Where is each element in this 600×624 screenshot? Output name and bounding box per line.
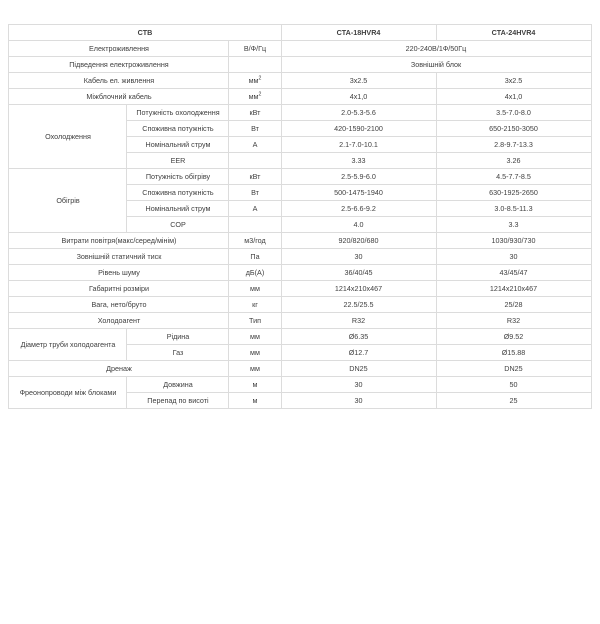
row-value-1: Ø6.35 — [281, 329, 436, 345]
row-value-1: 30 — [281, 377, 436, 393]
row-label: Міжблочний кабель — [9, 89, 229, 105]
row-label: Довжина — [127, 377, 229, 393]
row-value-2: 1030/930/730 — [436, 233, 591, 249]
row-unit — [229, 57, 281, 73]
row-label: Витрати повітря(макс/серед/мінім) — [9, 233, 229, 249]
row-unit: А — [229, 137, 281, 153]
row-value-1: DN25 — [281, 361, 436, 377]
row-value-1: 4x1,0 — [281, 89, 436, 105]
row-value-1: 22.5/25.5 — [281, 297, 436, 313]
row-value-2: 630-1925-2650 — [436, 185, 591, 201]
row-label: Рідина — [127, 329, 229, 345]
table-row — [9, 297, 591, 313]
row-unit: мм — [229, 329, 281, 345]
table-row — [9, 41, 591, 57]
row-unit: м3/год — [229, 233, 281, 249]
row-value-1: 30 — [281, 393, 436, 409]
row-value-1: R32 — [281, 313, 436, 329]
row-value-1: 420-1590-2100 — [281, 121, 436, 137]
row-value-span: Зовнішній блок — [281, 57, 591, 73]
row-label: Підведення електроживлення — [9, 57, 229, 73]
row-label: Габаритні розміри — [9, 281, 229, 297]
table-row — [9, 169, 591, 185]
table-header-row — [9, 25, 591, 41]
row-value-2: 3.3 — [436, 217, 591, 233]
row-unit: Тип — [229, 313, 281, 329]
row-label: Номінальний струм — [127, 137, 229, 153]
row-value-2: 3.0-8.5-11.3 — [436, 201, 591, 217]
row-value-2: 4.5-7.7-8.5 — [436, 169, 591, 185]
row-value-1: Ø12.7 — [281, 345, 436, 361]
row-unit: мм — [229, 345, 281, 361]
row-unit: мм — [229, 281, 281, 297]
row-label: COP — [127, 217, 229, 233]
row-value-1: 3x2.5 — [281, 73, 436, 89]
row-label: Дренаж — [9, 361, 229, 377]
row-label: Кабель ел. живлення — [9, 73, 229, 89]
row-value-2: 50 — [436, 377, 591, 393]
row-group-refrigerant-pipe: Діаметр труби холодоагента — [9, 329, 127, 361]
row-unit: м — [229, 377, 281, 393]
row-label: Номінальний струм — [127, 201, 229, 217]
table-row — [9, 281, 591, 297]
row-value-2: 2.8-9.7-13.3 — [436, 137, 591, 153]
row-unit: кВт — [229, 169, 281, 185]
table-row — [9, 105, 591, 121]
row-value-2: 3.5-7.0-8.0 — [436, 105, 591, 121]
row-unit: Па — [229, 249, 281, 265]
row-label: Газ — [127, 345, 229, 361]
table-row — [9, 377, 591, 393]
model-2-header: CTA-24HVR4 — [436, 25, 591, 41]
table-row — [9, 233, 591, 249]
row-label: Споживна потужність — [127, 121, 229, 137]
row-value-2: DN25 — [436, 361, 591, 377]
row-value-1: 4.0 — [281, 217, 436, 233]
row-value-2: R32 — [436, 313, 591, 329]
row-unit: А — [229, 201, 281, 217]
row-unit — [229, 153, 281, 169]
row-value-2: 25 — [436, 393, 591, 409]
row-label: Холодоагент — [9, 313, 229, 329]
specifications-table — [8, 24, 591, 409]
row-unit: Вт — [229, 185, 281, 201]
row-value-2: 43/45/47 — [436, 265, 591, 281]
table-row — [9, 249, 591, 265]
row-label: EER — [127, 153, 229, 169]
row-value-1: 920/820/680 — [281, 233, 436, 249]
row-value-1: 2.5-6.6-9.2 — [281, 201, 436, 217]
row-unit — [229, 217, 281, 233]
row-label: Зовнішній статичний тиск — [9, 249, 229, 265]
row-unit: кВт — [229, 105, 281, 121]
row-label: Споживна потужність — [127, 185, 229, 201]
table-row — [9, 89, 591, 105]
row-value-1: 2.1-7.0-10.1 — [281, 137, 436, 153]
table-row — [9, 73, 591, 89]
row-value-1: 2.5-5.9-6.0 — [281, 169, 436, 185]
row-value-1: 3.33 — [281, 153, 436, 169]
row-group-pipeline: Фреонопроводи між блоками — [9, 377, 127, 409]
row-value-2: 3x2.5 — [436, 73, 591, 89]
table-row — [9, 361, 591, 377]
row-unit: $мм^2$ — [229, 89, 281, 105]
table-row — [9, 329, 591, 345]
row-label: Потужність обігріву — [127, 169, 229, 185]
row-label: Перепад по висоті — [127, 393, 229, 409]
row-label: Електроживлення — [9, 41, 229, 57]
table-row — [9, 57, 591, 73]
row-value-2: 25/28 — [436, 297, 591, 313]
row-unit: м — [229, 393, 281, 409]
brand-header: CTB — [9, 25, 281, 41]
row-unit: мм — [229, 361, 281, 377]
row-label: Потужність охолодження — [127, 105, 229, 121]
row-label: Вага, нето/бруто — [9, 297, 229, 313]
row-value-2: 1214х210х467 — [436, 281, 591, 297]
row-unit: $мм^2$ — [229, 73, 281, 89]
row-unit: дБ(А) — [229, 265, 281, 281]
row-value-span: 220-240В/1Ф/50Гц — [281, 41, 591, 57]
row-value-2: 3.26 — [436, 153, 591, 169]
row-value-2: Ø15.88 — [436, 345, 591, 361]
row-value-1: 500-1475-1940 — [281, 185, 436, 201]
row-value-2: 650-2150-3050 — [436, 121, 591, 137]
row-value-2: Ø9.52 — [436, 329, 591, 345]
row-unit: В/Ф/Гц — [229, 41, 281, 57]
row-value-1: 1214х210х467 — [281, 281, 436, 297]
row-group-heating: Обігрів — [9, 169, 127, 233]
row-group-cooling: Охолодження — [9, 105, 127, 169]
row-unit: кг — [229, 297, 281, 313]
table-row — [9, 265, 591, 281]
row-value-2: 4x1,0 — [436, 89, 591, 105]
model-1-header: CTA-18HVR4 — [281, 25, 436, 41]
row-label: Рівень шуму — [9, 265, 229, 281]
row-value-2: 30 — [436, 249, 591, 265]
row-unit: Вт — [229, 121, 281, 137]
row-value-1: 30 — [281, 249, 436, 265]
row-value-1: 36/40/45 — [281, 265, 436, 281]
row-value-1: 2.0-5.3-5.6 — [281, 105, 436, 121]
table-row — [9, 313, 591, 329]
